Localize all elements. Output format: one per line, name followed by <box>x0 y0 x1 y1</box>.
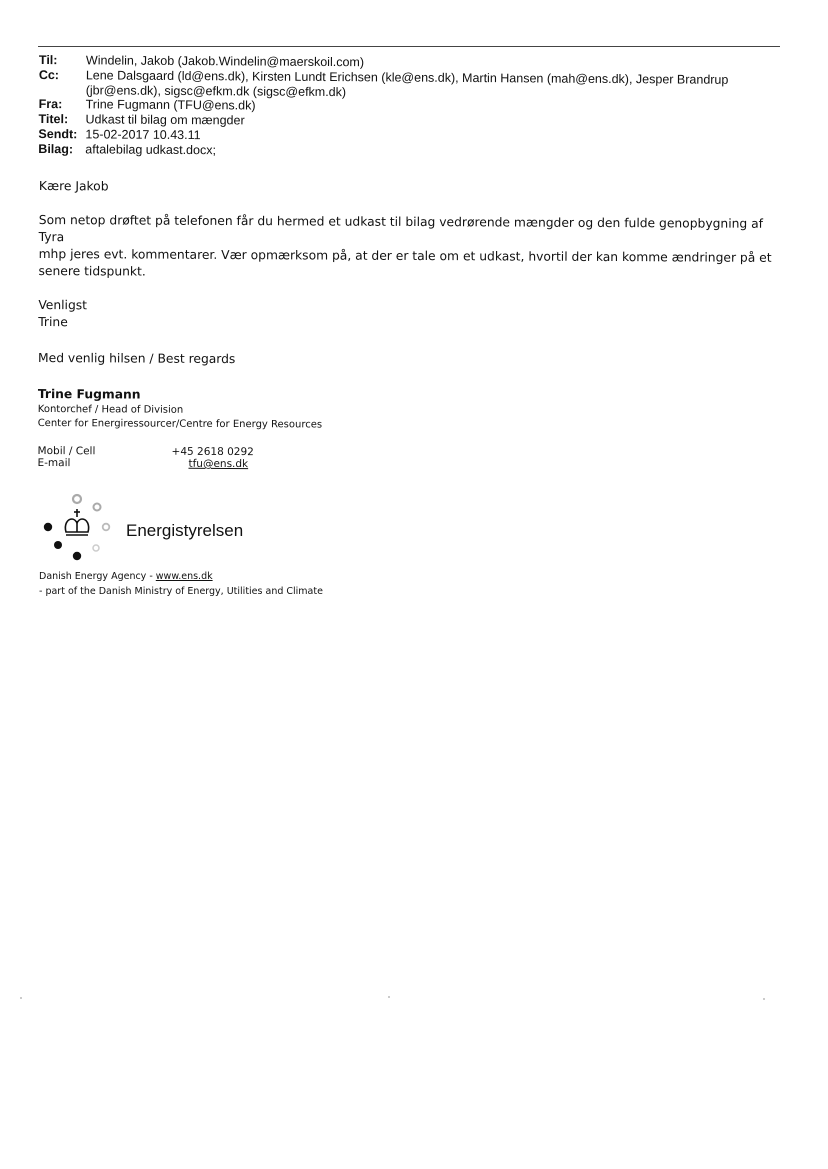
attachment-value: aftalebilag udkast.docx; <box>85 142 217 158</box>
body-paragraph-line-1: Som netop drøftet på telefonen får du hermed et udkast til bilag vedrørende mængder og den fulde genopbygning af Tyra <box>38 212 764 245</box>
header-divider <box>38 46 780 47</box>
cc-value-continued: (jbr@ens.dk), sigsc@efkm.dk (sigsc@efkm.dk) <box>85 82 347 99</box>
sent-value: 15-02-2017 10.43.11 <box>85 127 201 143</box>
mobile-label: Mobil / Cell <box>37 444 96 458</box>
closing: Venligst <box>38 297 88 313</box>
signature-department: Center for Energiressourcer/Centre for Energy Resources <box>37 417 323 431</box>
footer-line-1 <box>39 569 323 584</box>
website-link[interactable]: www.ens.dk <box>155 571 213 582</box>
agency-name: Energistyrelsen <box>126 521 244 540</box>
cc-value: Lene Dalsgaard (ld@ens.dk), Kirsten Lundt Erichsen (kle@ens.dk), Martin Hansen (mah@ens.dk), Jesper Brandrup <box>85 68 729 87</box>
email-header <box>38 53 779 162</box>
signature-name: Trine Fugmann <box>37 386 141 402</box>
attachment-label: Bilag: <box>38 141 74 157</box>
body-paragraph-line-2: mhp jeres evt. kommentarer. Vær opmærksom på, at der er tale om et udkast, hvortil der kan komme ændringer på et <box>38 246 772 265</box>
signature-title: Kontorchef / Head of Division <box>37 403 184 416</box>
scan-speck <box>763 998 765 1000</box>
closing-name: Trine <box>38 314 68 330</box>
footer-line-2: - part of the Danish Ministry of Energy, Utilities and Climate <box>39 586 323 597</box>
sent-label: Sendt: <box>38 126 78 142</box>
from-label: Fra: <box>38 97 63 112</box>
to-value: Windelin, Jakob (Jakob.Windelin@maerskoil.com) <box>85 53 365 70</box>
scan-speck <box>20 997 22 999</box>
footer <box>39 569 323 599</box>
cc-label: Cc: <box>38 67 60 82</box>
scan-speck <box>388 996 390 998</box>
subject-value: Udkast til bilag om mængder <box>85 112 245 128</box>
from-value: Trine Fugmann (TFU@ens.dk) <box>85 97 256 113</box>
body-paragraph-line-3: senere tidspunkt. <box>38 263 146 279</box>
crown-icon <box>65 509 88 535</box>
email-body <box>37 178 779 473</box>
regards: Med venlig hilsen / Best regards <box>38 350 236 367</box>
email-label: E-mail <box>37 456 71 470</box>
email-link[interactable]: tfu@ens.dk <box>188 457 249 471</box>
subject-label: Titel: <box>38 112 69 127</box>
email-row <box>37 457 777 473</box>
greeting: Kære Jakob <box>38 178 109 194</box>
to-label: Til: <box>38 53 58 68</box>
footer-agency-text: Danish Energy Agency - <box>39 571 156 582</box>
mobile-value: +45 2618 0292 <box>171 445 254 459</box>
